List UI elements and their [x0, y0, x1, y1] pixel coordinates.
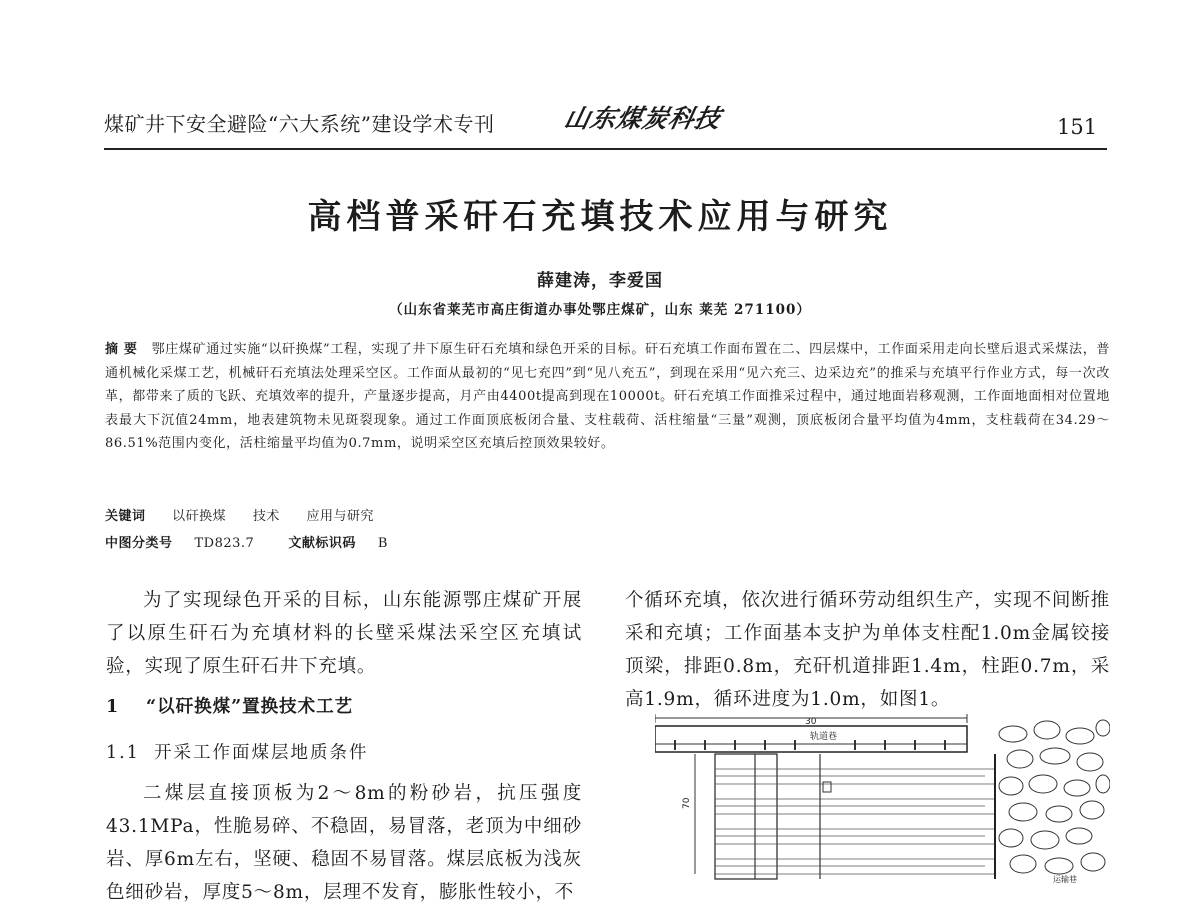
- section-heading: [106, 683, 582, 735]
- abstract-text: 鄂庄煤矿通过实施“以矸换煤”工程，实现了井下原生矸石充填和绿色开采的目标。矸石充填工作面布置在二、四层煤中，工作面采用走向长壁后退式采煤法，普通机械化采煤工艺，机械矸石充填法处理采空区。工作面从最初的“见七充四”到“见八充五”，到现在采用“见六充三、边采边充”的推采与充填平行作业方式，每一次改革，都带来了质的飞跃、充填效率的提升，产量逐步提高，月产由4400t提高到现在10000t。矸石充填工作面推采过程中，通过地面岩移观测，工作面地面相对位置地表最大下沉值24mm，地表建筑物未见斑裂现象。通过工作面顶底板闭合量、支柱载荷、活柱缩量“三量”观测，顶底板闭合量平均值为4mm，支柱载荷在34.29～86.51%范围内变化，活柱缩量平均值为0.7mm，说明采空区充填后控顶效果较好。: [105, 342, 1110, 451]
- abstract-label: 摘 要: [105, 342, 138, 357]
- article-affiliation: （山东省莱芜市高庄街道办事处鄂庄煤矿，山东 莱芜 271100）: [389, 302, 811, 318]
- geology-paragraph: 二煤层直接顶板为2～8m的粉砂岩，抗压强度43.1MPa，性脆易碎、不稳固，易冒落，老顶为中细砂岩、厚6m左右，坚硬、稳固不易冒落。煤层底板为浅灰色细砂岩，厚度5～8m，层理不发育，膨胀性较小，不: [106, 783, 582, 903]
- figure-dim-side: 70: [682, 797, 692, 809]
- subsection-heading: [106, 735, 582, 777]
- journal-title: 煤矿井下安全避险“六大系统”建设学术专刊: [104, 112, 495, 136]
- body-column-left: [106, 584, 582, 909]
- keywords: [105, 505, 396, 524]
- intro-paragraph: 为了实现绿色开采的目标，山东能源鄂庄煤矿开展了以原生矸石为充填材料的长壁采煤法采空区充填试验，实现了原生矸石井下充填。: [106, 590, 582, 677]
- keywords-label: 关键词: [105, 509, 146, 524]
- article-authors: 薛建涛，李爱国: [537, 271, 663, 291]
- doc-code-label: 文献标识码: [288, 536, 356, 551]
- header-rule: [104, 148, 1107, 150]
- keyword-item: 应用与研究: [306, 509, 374, 524]
- figure-label-bottom: 运输巷: [1053, 875, 1077, 884]
- clc-label: 中图分类号: [105, 536, 173, 551]
- subsection-title: 开采工作面煤层地质条件: [154, 743, 369, 763]
- abstract: [105, 338, 1110, 456]
- article-title: 高档普采矸石充填技术应用与研究: [307, 197, 893, 237]
- body-column-right: [625, 584, 1110, 716]
- figure-dim-top: 30: [805, 717, 817, 727]
- figure-1-diagram: [655, 714, 1110, 884]
- page-number: 151: [1057, 115, 1098, 139]
- doc-code-value: B: [377, 536, 388, 551]
- journal-logo: 山东煤炭科技: [561, 104, 724, 133]
- section-title: “以矸换煤”置换技术工艺: [146, 697, 354, 717]
- section-number: 1: [106, 697, 120, 717]
- keyword-item: 以矸换煤: [172, 509, 227, 524]
- figure-label-top: 轨道巷: [810, 732, 838, 742]
- support-paragraph: 个循环充填，依次进行循环劳动组织生产，实现不间断推采和充填；工作面基本支护为单体支柱配1.0m金属铰接顶梁，排距0.8m，充矸机道排距1.4m，柱距0.7m，采高1.9m，循环进度为1.0m，如图1。: [625, 590, 1110, 710]
- classification: [105, 532, 388, 551]
- keyword-item: 技术: [252, 509, 280, 524]
- clc-value: TD823.7: [194, 536, 255, 551]
- subsection-number: 1.1: [106, 743, 140, 763]
